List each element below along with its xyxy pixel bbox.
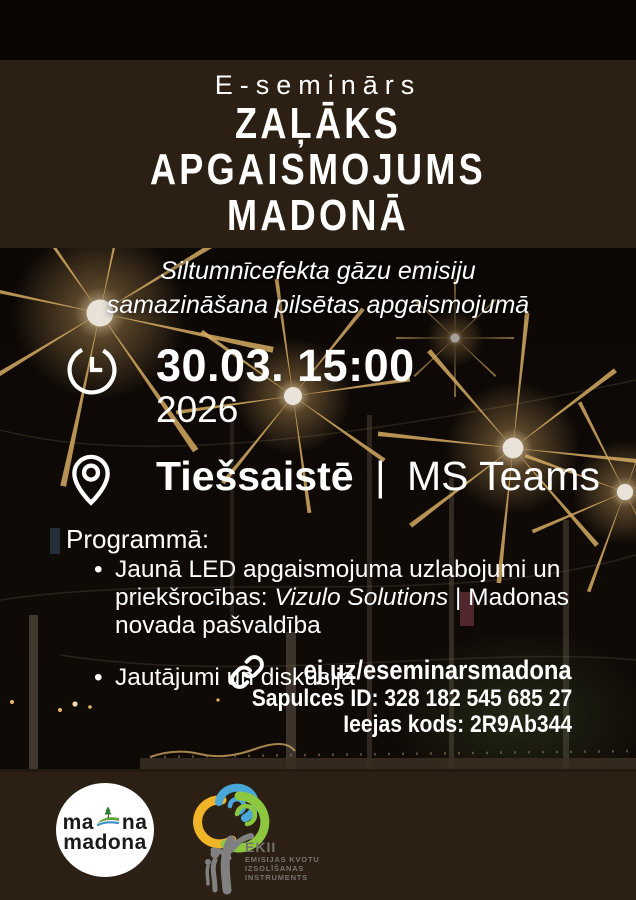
madona-municipality-logo [56, 783, 154, 877]
madona-logo-line1: ma na [63, 806, 148, 832]
clock-icon [64, 342, 120, 398]
venue-row [64, 448, 600, 508]
event-year: 2026 [156, 389, 239, 430]
program-item-1-emphasis: Vizulo Solutions [274, 584, 449, 611]
bullet-marker: • [94, 556, 103, 583]
ekii-tagline-2: IZSOLĪŠANAS [245, 864, 305, 873]
venue-separator: | [374, 453, 386, 499]
program-item-2-text: Jautājumi un diskusija [115, 664, 355, 691]
ekii-tagline-1: EMISIJAS KVOTU [245, 855, 320, 864]
location-pin-icon [64, 448, 118, 508]
event-date-time: 30.03. 15:00 [156, 340, 415, 391]
program-item-1-text: Jaunā LED apgaismojuma uzlabojumi un priekšrocības: Vizulo Solutions | Madonas novada pašvaldība [115, 556, 569, 639]
venue-primary: Tiešsaistē [156, 453, 354, 499]
access-code: Ieejas kods: 2R9Ab344 [343, 711, 572, 738]
meeting-link[interactable]: ej.uz/eseminarsmadona [303, 655, 572, 685]
title-band [0, 60, 636, 248]
bullet-marker: • [94, 664, 103, 691]
venue-text [156, 448, 600, 504]
venue-secondary: MS Teams [407, 453, 600, 499]
program-item-1 [94, 556, 571, 640]
datetime-row [64, 342, 415, 430]
ekii-logo [175, 778, 425, 896]
madona-logo-line2: madona [63, 831, 147, 854]
meeting-id: Sapulces ID: 328 182 545 685 27 [251, 685, 572, 712]
subtitle-line-1: Siltumnīcefekta gāzu emisiju [160, 257, 476, 285]
title-line-2: APGAISMOJUMS [149, 145, 487, 194]
event-kicker: E-seminārs [214, 70, 422, 100]
hill-tree-icon [94, 806, 122, 832]
ekii-tagline-3: INSTRUMENTS [245, 873, 308, 882]
contact-block [208, 650, 572, 738]
title-line-1: ZAĻĀKS [235, 99, 401, 148]
footer-band [0, 772, 636, 900]
meeting-link-row [208, 650, 572, 686]
program-heading: Programmā: [66, 524, 210, 554]
ekii-logo-text [245, 840, 320, 882]
title-line-3: MADONĀ [226, 191, 410, 240]
subtitle-line-2: samazināšana pilsētas apgaismojumā [106, 291, 530, 319]
ekii-acronym: EKII [245, 839, 277, 855]
event-subtitle [0, 254, 636, 322]
